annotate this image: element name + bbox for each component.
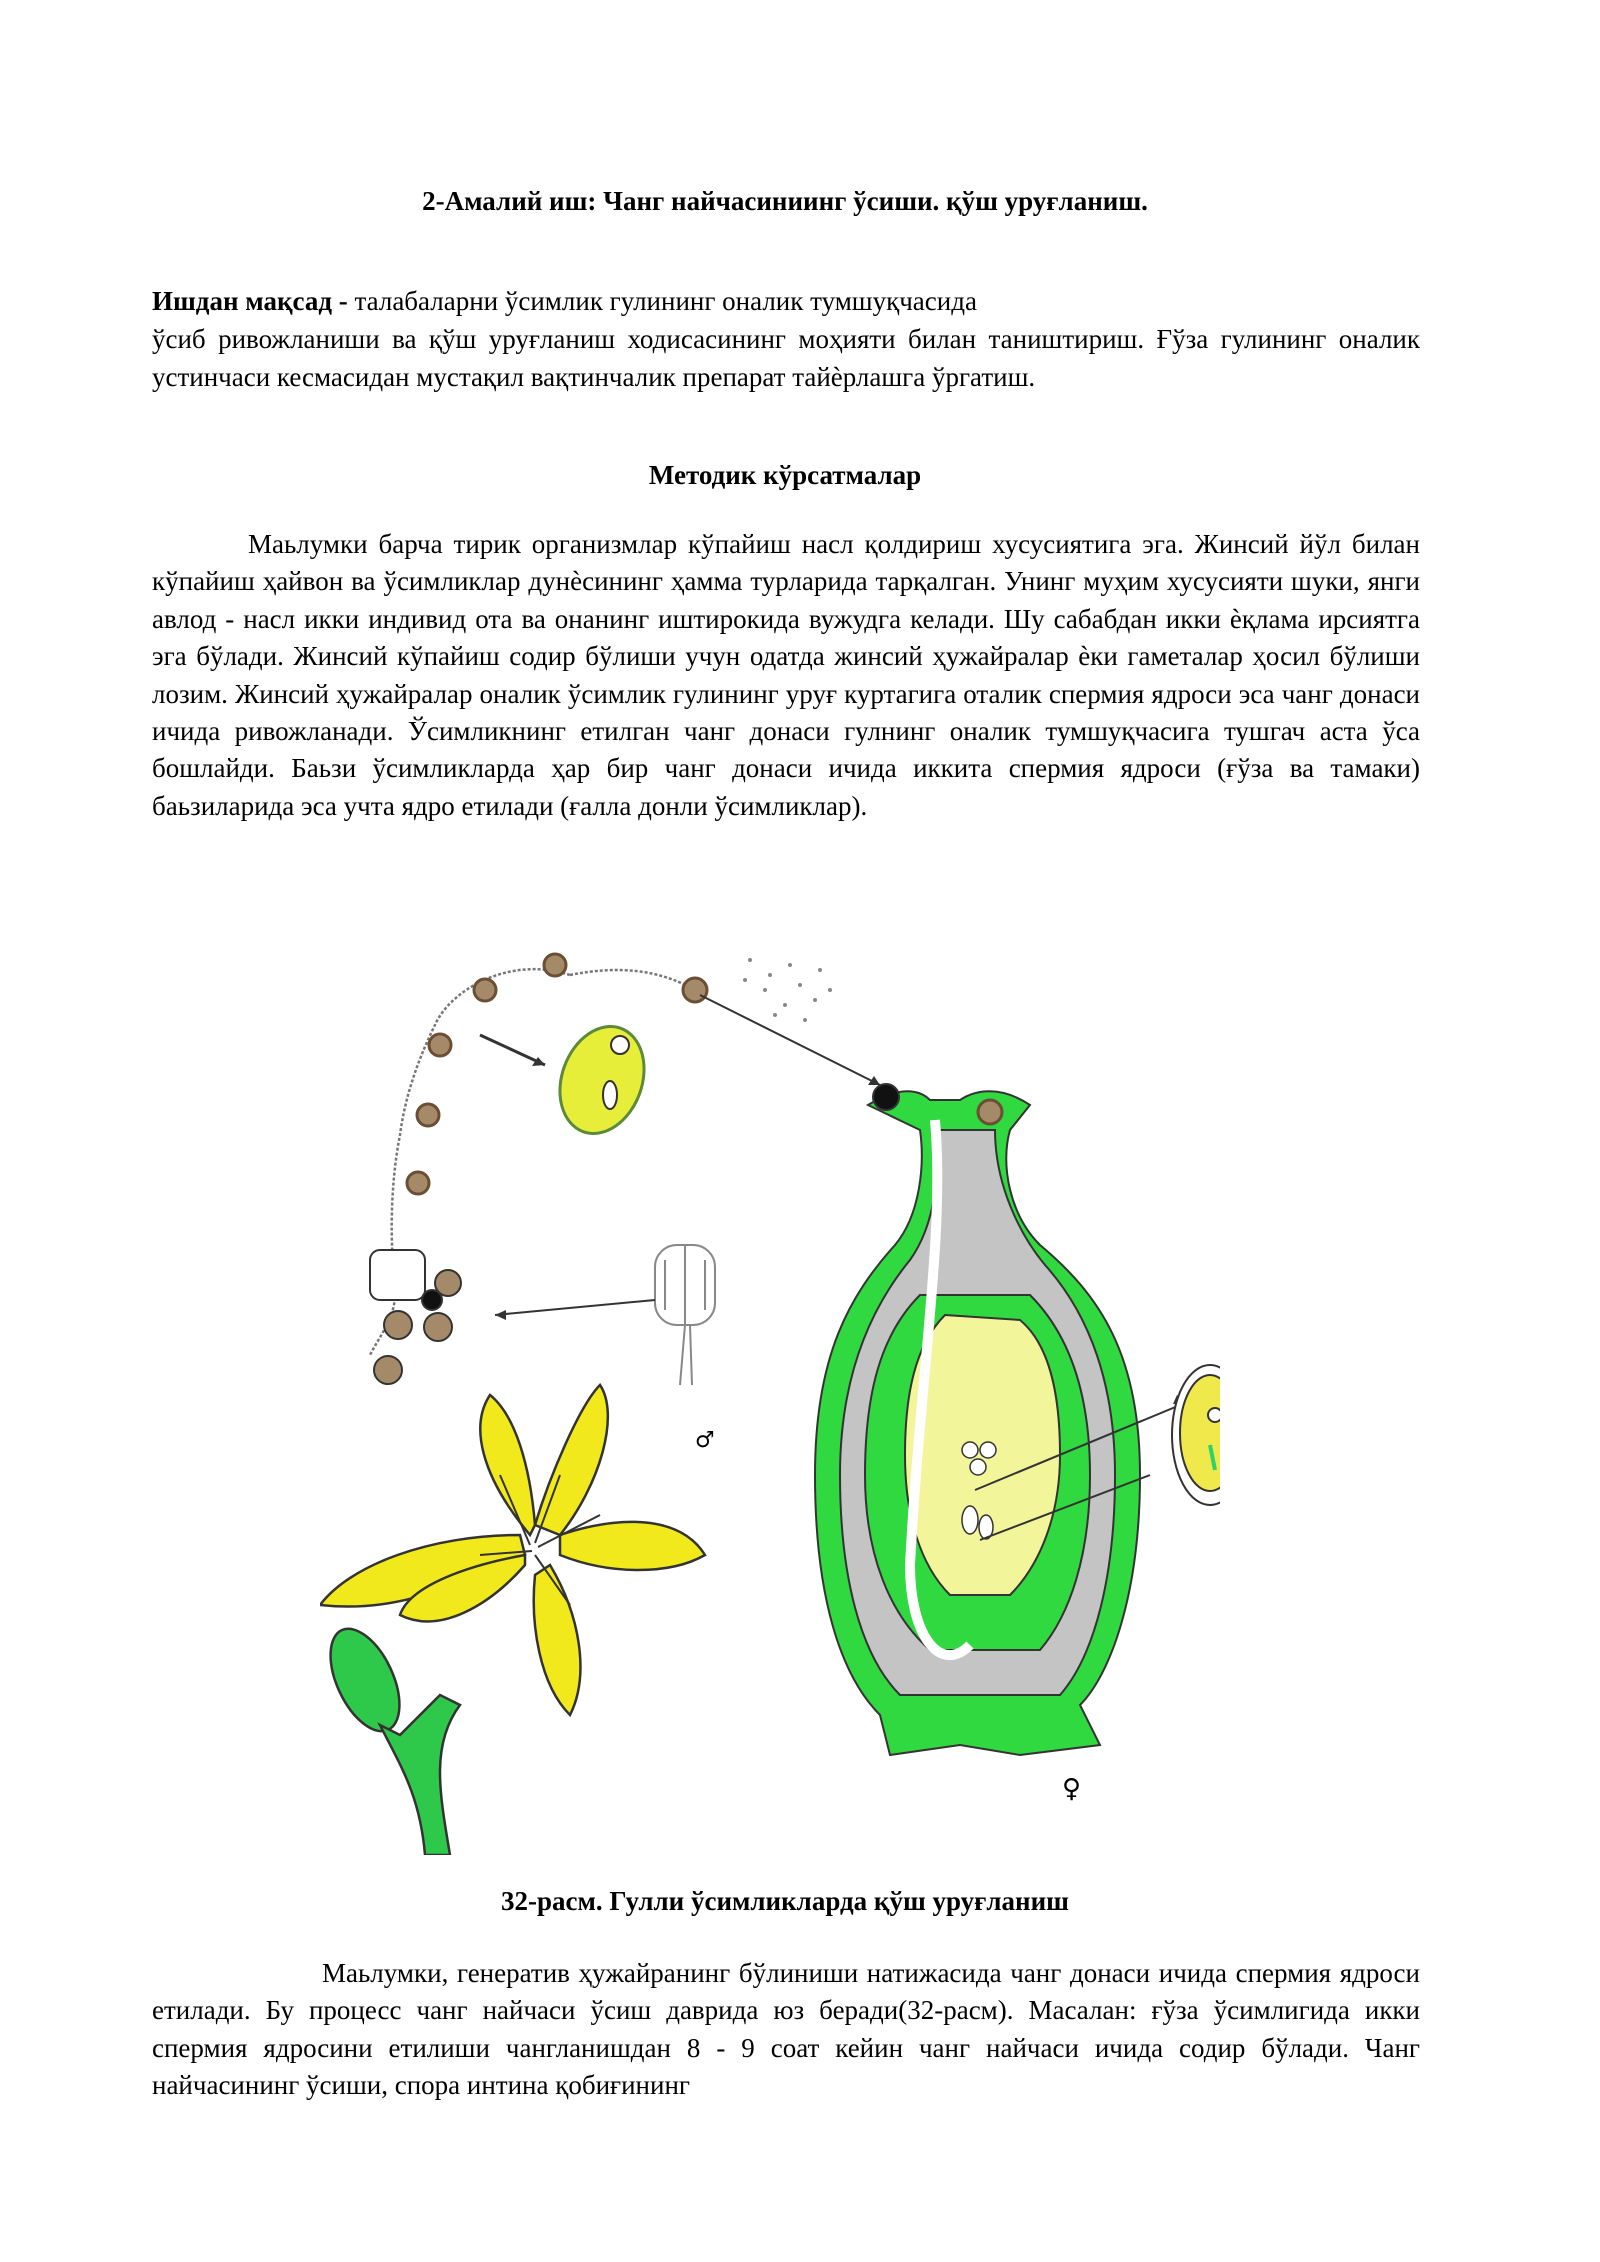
anther-section xyxy=(655,1245,715,1385)
female-symbol: ♀ xyxy=(1062,1774,1082,1804)
goal-first-line xyxy=(152,282,1420,320)
pollen-grain xyxy=(544,954,566,976)
page-title: 2-Амалий иш: Чанг найчасиниинг ўсиши. қўш уруғланиш. xyxy=(422,186,1148,216)
pollen-cycle-arc-right xyxy=(570,970,695,990)
body-paragraph-2: Маьлумки, генератив ҳужайранинг бўлиниши натижасида чанг донаси ичида спермия ядроси етилади. Бу процесс чанг найчаси ўсиш даврида юз беради(32-расм). Масалан: ғўза ўсимлигида икки спермия ядросини етилиши чангланишдан 8 - 9 соат кейин чанг найчаси ичида содир бўлади. Чанг найчасининг ўсиши, спора интина қобиғининг xyxy=(152,1958,1420,2101)
goal-lead: Ишдан мақсад - xyxy=(152,286,348,316)
pollen-grain xyxy=(407,1172,429,1194)
double-fertilization-figure xyxy=(320,915,1220,1855)
pollen-grain xyxy=(683,978,707,1002)
arrow-to-stigma xyxy=(700,995,880,1085)
figure-caption: 32-расм. Гулли ўсимликларда қўш уруғланиш xyxy=(501,1886,1069,1916)
goal-paragraph xyxy=(152,282,1420,396)
goal-rest-text: ўсиб ривожланиши ва қўш уруғланиш ходисасининг моҳияти билан таништириш. Ғўза гулининг оналик устинчаси кесмасидан мустақил вақтинчалик препарат тайѐрлашга ўргатиш. xyxy=(152,324,1420,392)
enlarged-embryo-sac xyxy=(1172,1365,1220,1505)
flower-bud-and-stem xyxy=(320,1618,460,1855)
section-heading: Методик кўрсатмалар xyxy=(648,460,922,490)
pollen-grain xyxy=(429,1034,451,1056)
stigma-pollen xyxy=(978,1100,1002,1124)
pollen-tetrad xyxy=(370,1250,461,1384)
airborne-pollen-dots xyxy=(743,958,832,1022)
arrow-to-pollen-detail xyxy=(480,1035,545,1065)
pollen-grains xyxy=(407,954,707,1194)
pollen-grain xyxy=(417,1104,439,1126)
stigma-pollen-dark xyxy=(873,1084,899,1110)
arrow-anther-to-tetrad xyxy=(495,1300,655,1315)
pistil-section xyxy=(815,1091,1140,1755)
goal-first-line-text: талабаларни ўсимлик гулининг оналик тумшуқчасида xyxy=(347,286,977,316)
male-symbol: ♂ xyxy=(695,1428,715,1453)
pollen-grain xyxy=(474,979,496,1001)
enlarged-pollen-grain xyxy=(546,1015,659,1146)
body-paragraph-1: Маьлумки барча тирик организмлар кўпайиш насл қолдириш хусусиятига эга. Жинсий йўл билан кўпайиш ҳайвон ва ўсимликлар дунѐсининг ҳамма турларида тарқалган. Унинг муҳим хусусияти шуки, янги авлод - насл икки индивид ота ва онанинг иштирокида вужудга келади. Шу сабабдан икки ѐқлама ирсиятга эга бўлади. Жинсий кўпайиш содир бўлиши учун одатда жинсий ҳужайралар ѐки гаметалар ҳосил бўлиши лозим. Жинсий ҳужайралар оналик ўсимлик гулининг уруғ куртагига оталик спермия ядроси эса чанг донаси ичида ривожланади. Ўсимликнинг етилган чанг донаси гулнинг оналик тумшуқчасига тушгач аста ўса бошлайди. Баьзи ўсимликларда ҳар бир чанг донаси ичида иккита спермия ядроси (ғўза ва тамаки) баьзиларида эса учта ядро етилади (ғалла донли ўсимликлар). xyxy=(152,529,1420,821)
